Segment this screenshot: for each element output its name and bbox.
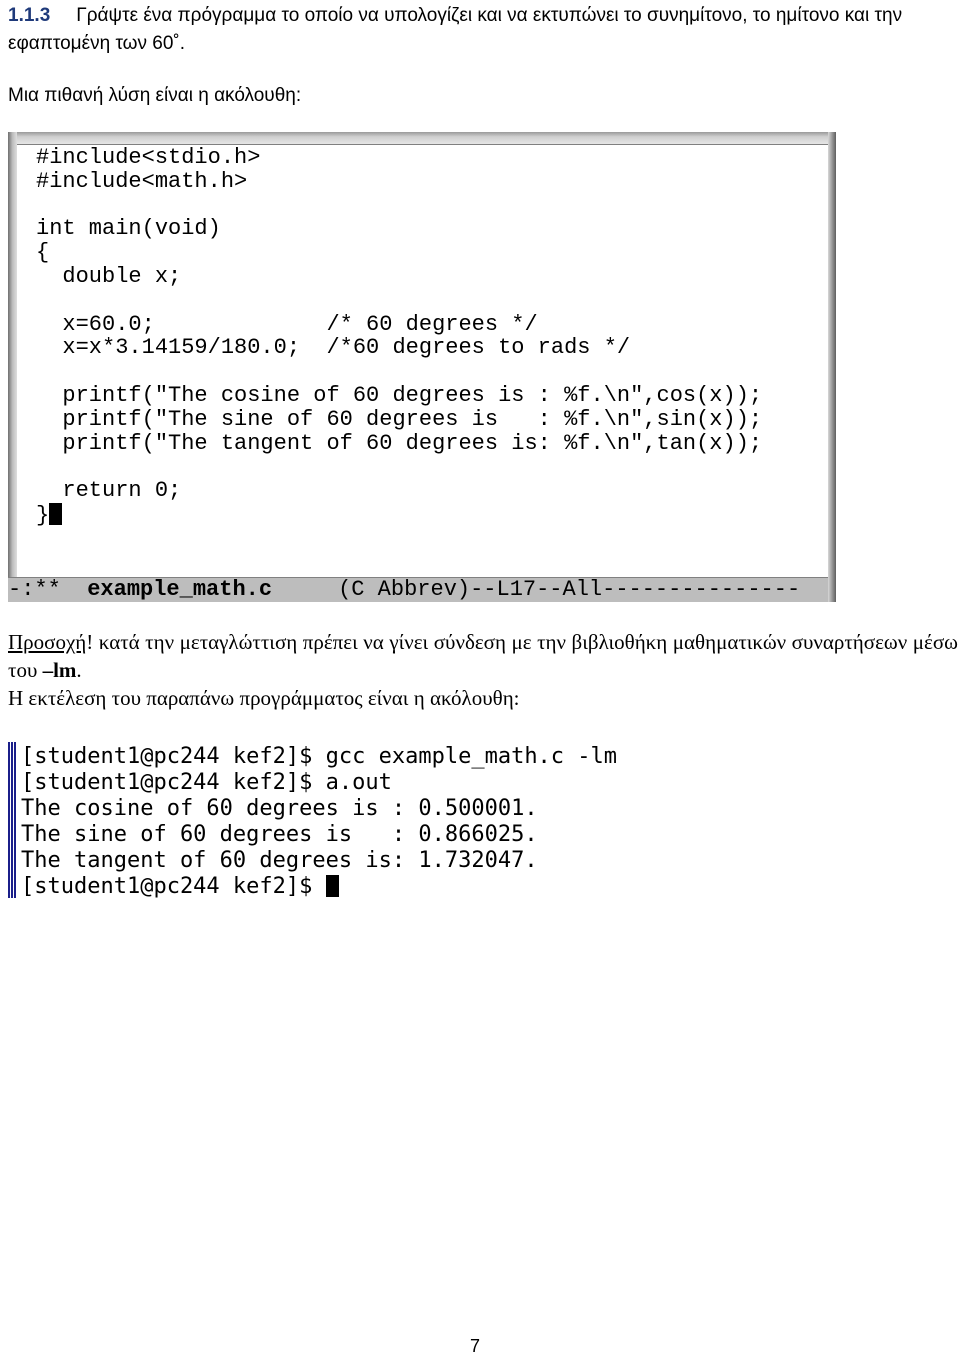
code-line: } bbox=[36, 502, 50, 528]
terminal-line: The sine of 60 degrees is : 0.866025. bbox=[21, 822, 538, 847]
note-text: ! κατά την μεταγλώττιση πρέπει να γίνει σύνδεση με την βιβλιοθήκη μαθηματικών συναρτήσεων μέσω του bbox=[8, 630, 958, 682]
page-number: 7 bbox=[470, 1336, 481, 1356]
emacs-modeline bbox=[8, 577, 828, 602]
terminal-output bbox=[21, 744, 617, 900]
section-text: Γράψτε ένα πρόγραμμα το οποίο να υπολογίζει και να εκτυπώνει το συνημίτονο, το ημίτονο και την εφαπτομένη των 60˚. bbox=[8, 5, 903, 54]
editor-frame-left bbox=[8, 132, 17, 578]
code-line: x=x*3.14159/180.0; /*60 degrees to rads */ bbox=[36, 335, 631, 361]
code-line: { bbox=[36, 240, 50, 266]
section-heading bbox=[8, 2, 958, 58]
modeline-buffer-name: example_math.c bbox=[87, 577, 273, 602]
code-line: #include<stdio.h> bbox=[36, 145, 261, 170]
attention-note bbox=[8, 628, 958, 684]
note-end: . bbox=[76, 658, 82, 682]
run-intro-text: Η εκτέλεση του παραπάνω προγράμματος είναι η ακόλουθη: bbox=[8, 686, 520, 710]
modeline-mode: (C Abbrev)--L17--All--------------- bbox=[272, 577, 801, 602]
code-line: int main(void) bbox=[36, 216, 221, 242]
attention-label: Προσοχή bbox=[8, 630, 87, 654]
code-line: #include<math.h> bbox=[36, 168, 248, 194]
terminal-scrollbar bbox=[8, 742, 17, 898]
terminal-line: [student1@pc244 kef2]$ a.out bbox=[21, 770, 392, 795]
terminal-line: The tangent of 60 degrees is: 1.732047. bbox=[21, 848, 538, 873]
source-code bbox=[36, 146, 762, 528]
code-line: return 0; bbox=[36, 478, 182, 504]
code-line: x=60.0; /* 60 degrees */ bbox=[36, 311, 538, 337]
intro-text: Μια πιθανή λύση είναι η ακόλουθη: bbox=[8, 85, 302, 106]
terminal-screenshot bbox=[8, 742, 618, 899]
code-line: printf("The tangent of 60 degrees is: %f.\n",tan(x)); bbox=[36, 430, 763, 456]
linker-flag: –lm bbox=[42, 658, 77, 682]
modeline-status: -:** bbox=[8, 577, 88, 602]
code-line: double x; bbox=[36, 263, 182, 289]
code-line: printf("The sine of 60 degrees is : %f.\n",sin(x)); bbox=[36, 406, 763, 432]
code-line: printf("The cosine of 60 degrees is : %f.\n",cos(x)); bbox=[36, 382, 763, 408]
terminal-cursor bbox=[326, 875, 339, 897]
editor-frame-top bbox=[8, 132, 836, 145]
terminal-line: The cosine of 60 degrees is : 0.500001. bbox=[21, 796, 538, 821]
section-number: 1.1.3 bbox=[8, 5, 51, 26]
editor-cursor bbox=[49, 503, 62, 525]
terminal-prompt: [student1@pc244 kef2]$ bbox=[21, 874, 326, 899]
terminal-line: [student1@pc244 kef2]$ gcc example_math.c -lm bbox=[21, 744, 618, 769]
emacs-editor-screenshot bbox=[8, 132, 836, 602]
editor-frame-right bbox=[828, 132, 836, 602]
